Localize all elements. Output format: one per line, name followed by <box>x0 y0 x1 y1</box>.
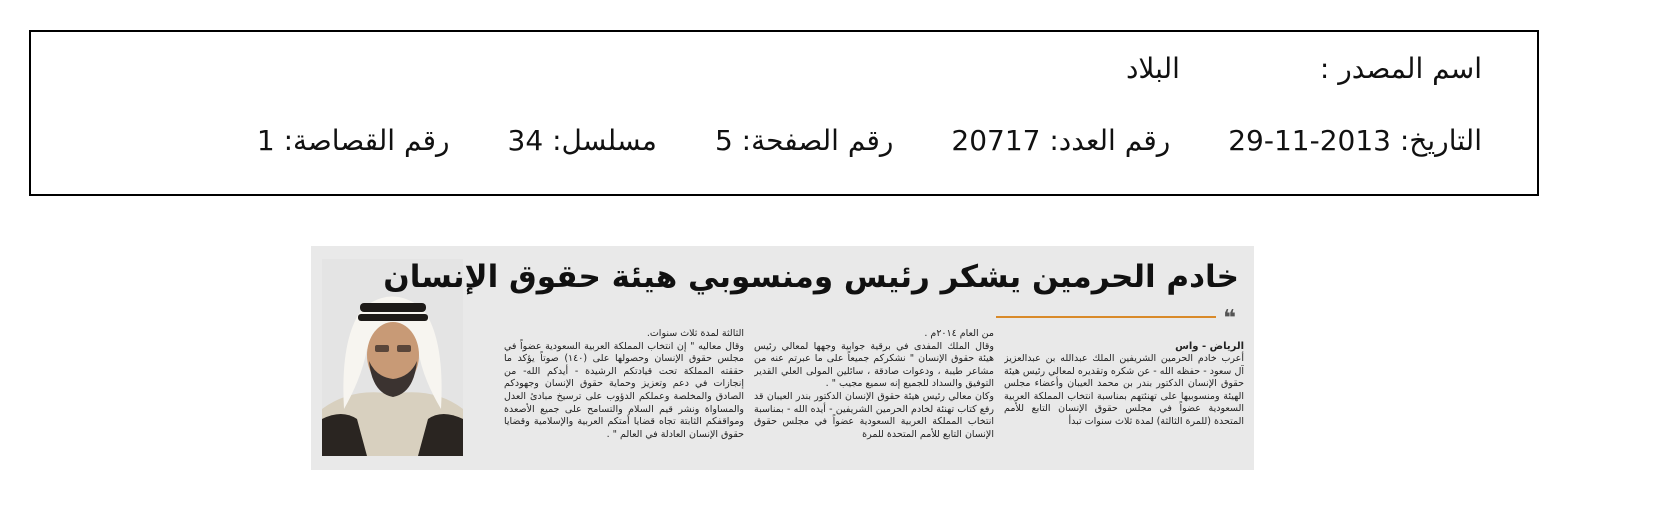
accent-rule <box>996 316 1216 318</box>
issue-label: رقم العدد: <box>1049 124 1171 157</box>
column-2-text-a: من العام ٢٠١٤م . <box>924 328 994 339</box>
issue-value: 20717 <box>951 124 1041 157</box>
page-value: 5 <box>714 124 733 157</box>
clip-number-label: رقم القصاصة: <box>283 124 450 157</box>
news-clipping <box>311 246 1254 470</box>
article-column-1 <box>1004 340 1244 464</box>
date-value: 29-11-2013 <box>1228 124 1391 157</box>
article-dateline: الرياض - واس <box>1175 341 1244 352</box>
column-1-text: أعرب خادم الحرمين الشريفين الملك عبدالله بن عبدالعزيز آل سعود - حفظه الله - عن شكره وتقديره لمعالي رئيس هيئة حقوق الإنسان الدكتور بندر بن محمد العيبان وأعضاء مجلس الهيئة ومنسوبيها على تهنئتهم بمناسبة انتخاب المملكة العربية السعودية عضواً في مجلس حقوق الإنسان التابع للأمم المتحدة (للمرة الثالثة) لمدة ثلاث سنوات تبدأ <box>1004 353 1244 427</box>
date-label: التاريخ: <box>1399 124 1482 157</box>
clip-number-value: 1 <box>256 124 275 157</box>
source-row <box>71 52 1482 85</box>
column-2-text-b: وقال الملك المفدى في برقية جوابية وجهها لمعالي رئيس هيئة حقوق الإنسان " نشكركم جميعاً على ما عبرتم عنه من مشاعر طيبة ، ودعوات صادقة ، سائلين المولى العلي القدير التوفيق والسداد للجميع إنه سميع مجيب " . <box>754 340 994 390</box>
serial-value: 34 <box>507 124 544 157</box>
page-label: رقم الصفحة: <box>741 124 894 157</box>
source-label: اسم المصدر : <box>1319 52 1482 85</box>
details-row <box>71 124 1482 157</box>
article-column-3 <box>504 328 744 464</box>
article-headline: خادم الحرمين يشكر رئيس ومنسوبي هيئة حقوق الإنسان <box>383 259 1239 295</box>
column-3-text-a: الثالثة لمدة ثلاث سنوات. <box>646 328 744 339</box>
serial-label: مسلسل: <box>552 124 657 157</box>
source-metadata-box <box>29 30 1539 196</box>
column-3-text-b: وقال معاليه " إن انتخاب المملكة العربية السعودية عضواً في مجلس حقوق الإنسان وحصولها على (١٤٠) صوتاً يؤكد ما حققته المملكة تحت قيادتكم الرشيدة - أيدكم الله- من إنجازات في دعم وتعزيز وحماية حقوق الإنسان وجهودكم الصادق والمخلصة وعملكم الدؤوب على ترسيخ مبادئ العدل والمساواة ونشر قيم السلام والتسامح على جميع الأصعدة ومواقفكم الثابتة تجاه قضايا أمتكم العربية والإسلامية وقضايا حقوق الإنسان العادلة في العالم " . <box>504 340 744 440</box>
article-column-2 <box>754 328 994 464</box>
quote-mark-icon: ❝ <box>1223 306 1236 331</box>
column-2-text-c: وكان معالي رئيس هيئة حقوق الإنسان الدكتور بندر العيبان قد رفع كتاب تهنئة لخادم الحرمين الشريفين - أيده الله - بمناسبة انتخاب المملكة العربية السعودية عضواً في مجلس حقوق الإنسان التابع للأمم المتحدة للمرة <box>754 390 994 440</box>
source-value: البلاد <box>1125 52 1180 85</box>
